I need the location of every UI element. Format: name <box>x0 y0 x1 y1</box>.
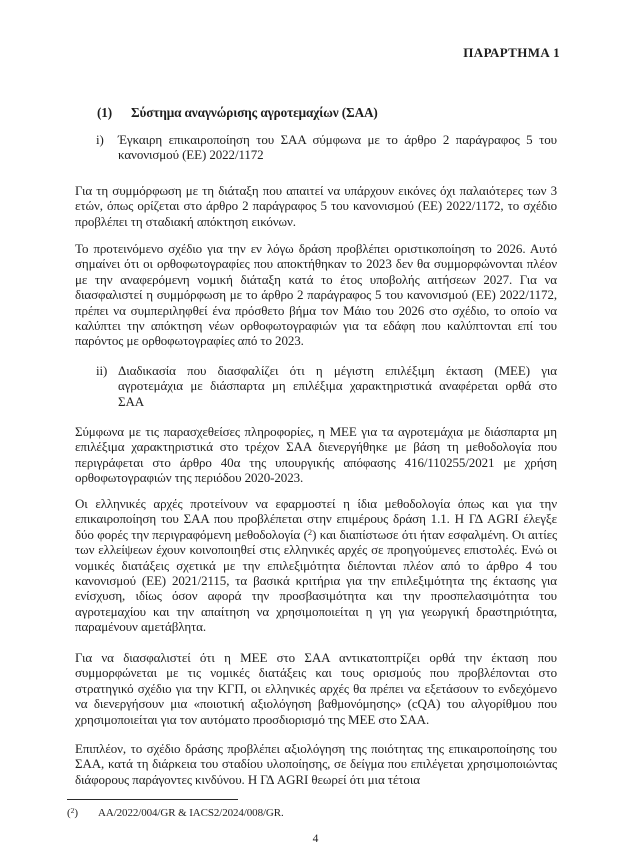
list-item-i-text: Έγκαιρη επικαιροποίηση του ΣΑΑ σύμφωνα με το άρθρο 2 παράγραφος 5 του κανονισμού (ΕΕ) 2022/1172 <box>118 132 557 163</box>
list-item-ii <box>96 363 557 409</box>
section-heading <box>97 105 557 120</box>
list-marker-i: i) <box>96 132 104 147</box>
footnote-marker-number: 2 <box>70 806 75 815</box>
paragraph-quality-assessment: Επιπλέον, το σχέδιο δράσης προβλέπει αξιολόγηση της ποιότητας της επικαιροποίησης του ΣΑΑ, κατά τη διάρκεια του σταδίου υλοποίησης, σε δείγμα που επιλέγεται χρησιμοποιώντας διάφορους παράγοντες κινδύνου. Η ΓΔ AGRI θεωρεί ότι μια τέτοια <box>75 741 557 787</box>
footnote-text: AA/2022/004/GR & IACS2/2024/008/GR. <box>98 807 284 819</box>
section-number: (1) <box>97 105 113 120</box>
page-number: 4 <box>312 833 319 845</box>
footnote <box>67 806 557 820</box>
paragraph-mee-methodology: Σύμφωνα με τις παρασχεθείσες πληροφορίες, η ΜΕΕ για τα αγροτεμάχια με διάσπαρτα μη επιλέξιμα χαρακτηριστικά στο τρέχον ΣΑΑ διενεργήθηκε με βάση τη μεθοδολογία που περιγράφεται στο άρθρο 40α της υπουργικής απόφασης 416/110255/2021 με χρήση ορθοφωτογραφιών της περιόδου 2020-2023. <box>75 424 557 486</box>
paragraph-agri-review <box>75 496 557 635</box>
list-marker-ii: ii) <box>96 363 108 378</box>
footnote-reference-2: 2 <box>307 526 313 537</box>
list-item-ii-text: Διαδικασία που διασφαλίζει ότι η μέγιστη επιλέξιμη έκταση (ΜΕΕ) για αγροτεμάχια με διάσπαρτα μη επιλέξιμα χαρακτηριστικά αναφέρεται ορθά στο ΣΑΑ <box>118 363 557 409</box>
list-item-i <box>96 132 557 163</box>
footnote-separator-rule <box>67 799 238 800</box>
footnote-marker-close: ) <box>74 807 78 819</box>
paragraph-agri-review-text-after: ) και διαπίστωσε ότι ήταν εσφαλμένη. Οι αιτίες των ελλείψεων έχουν κοινοποιηθεί στις ελληνικές αρχές σε προηγούμενες επιστολές. Ενώ οι νομικές διατάξεις σχετικά με την επιλεξιμότητα διέπονται πλέον από το άρθρο 4 του κανονισμού (ΕΕ) 2021/2115, τα βασικά κριτήρια για την επιλεξιμότητα της έκτασης για ενίσχυση, ιδίως όσον αφορά την προσβασιμότητα και την προσπελασιμότητα του αγροτεμαχίου και την απαίτηση να χρησιμοποιείται η γη για γεωργική δραστηριότητα, παραμένουν αμετάβλητα. <box>75 526 557 635</box>
footnote-marker <box>67 806 98 820</box>
footnote-marker-open: ( <box>67 807 71 819</box>
paragraph-plan-2026: Το προτεινόμενο σχέδιο για την εν λόγω δράση προβλέπει οριστικοποίηση το 2026. Αυτό σημαίνει ότι οι ορθοφωτογραφίες που αποκτήθηκαν το 2023 δεν θα συμμορφώνονται πλέον με την αναφερόμενη νομική διάταξη κατά το έτος υποβολής αιτήσεων 2027. Για να διασφαλιστεί η συμμόρφωση με το άρθρο 2 παράγραφος 5 του κανονισμού (ΕΕ) 2022/1172, πρέπει να συμπεριληφθεί ένα πρόσθετο βήμα τον Μάιο του 2026 στο σχέδιο, το οποίο να καλύπτει την απόκτηση νέων ορθοφωτογραφιών για τα εδάφη που καλύπτονται επί του παρόντος με ορθοφωτογραφίες από το 2023. <box>75 241 557 349</box>
paragraph-cqa-recommendation: Για να διασφαλιστεί ότι η ΜΕΕ στο ΣΑΑ αντικατοπτρίζει ορθά την έκταση που συμμορφώνεται με τις νομικές διατάξεις και τους ορισμούς που προβλέπονται στο στρατηγικό σχέδιο για την ΚΓΠ, οι ελληνικές αρχές θα πρέπει να εξετάσουν το ενδεχόμενο να διενεργήσουν μια «ποιοτική αξιολόγηση βαθμονόμησης» (cQA) του αλγορίθμου που χρησιμοποιείται για τον αυτόματο προσδιορισμό της ΜΕΕ στο ΣΑΑ. <box>75 650 557 727</box>
paragraph-compliance-images: Για τη συμμόρφωση με τη διάταξη που απαιτεί να υπάρχουν εικόνες όχι παλαιότερες των 3 ετών, όπως ορίζεται στο άρθρο 2 παράγραφος 5 του κανονισμού (ΕΕ) 2022/1172, το σχέδιο προβλέπει τη σταδιακή απόκτηση εικόνων. <box>75 183 557 229</box>
annex-header: ΠΑΡΑΡΤΗΜΑ 1 <box>463 45 560 60</box>
paragraph-agri-review-text-before: Οι ελληνικές αρχές προτείνουν να εφαρμοστεί η ίδια μεθοδολογία όπως και για την επικαιροποίηση του ΣΑΑ που προβλέπεται στην επιμέρους δράση 1.1. Η ΓΔ AGRI έλεγξε δύο φορές την περιγραφόμενη μεθοδολογία ( <box>75 496 557 542</box>
section-title: Σύστημα αναγνώρισης αγροτεμαχίων (ΣΑΑ) <box>131 105 378 120</box>
